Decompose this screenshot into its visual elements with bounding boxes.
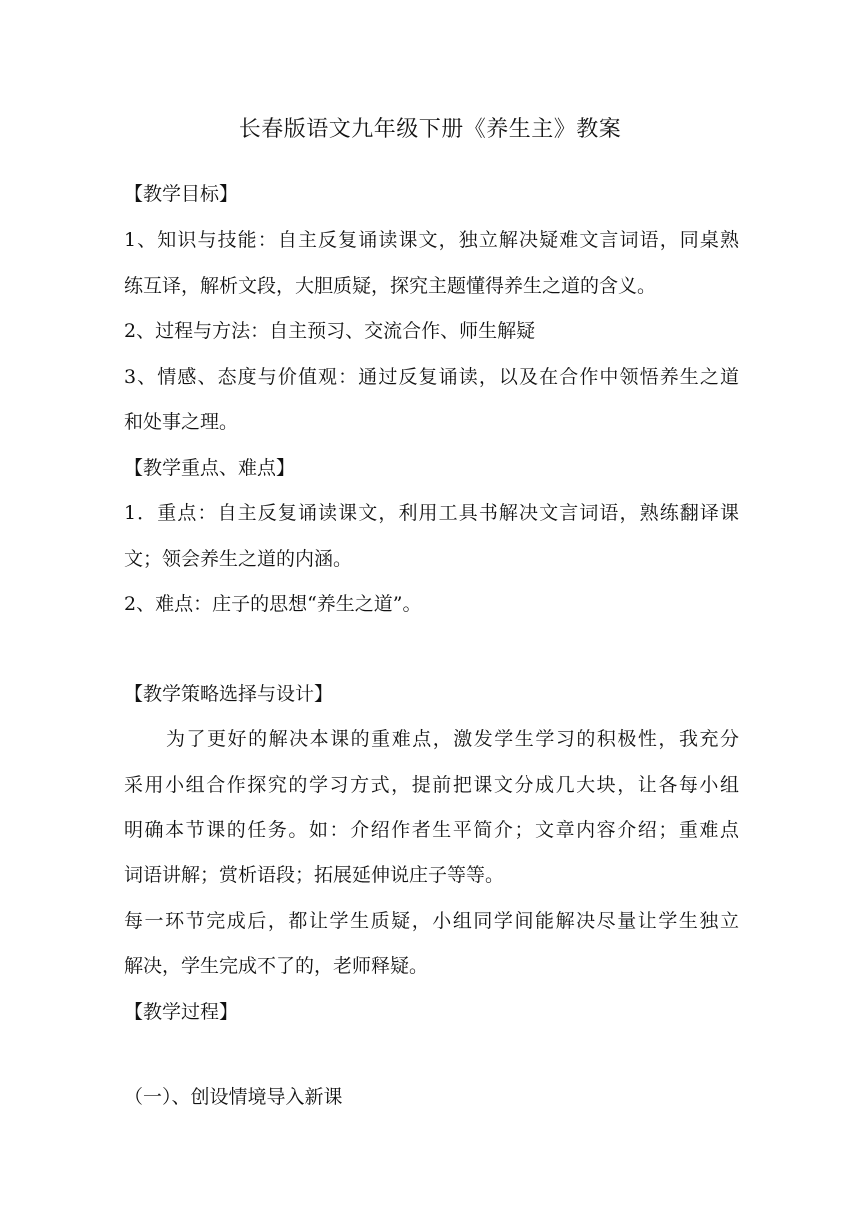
strategy-paragraph-1-line-1: 为了更好的解决本课的重难点，激发学生学习的积极性，我充分 [166,728,739,750]
keypoint-1-line-1: 1．重点：自主反复诵读课文，利用工具书解决文言词语，熟练翻译课 [124,502,739,524]
strategy-paragraph-1-line-3: 明确本节课的任务。如：介绍作者生平简介；文章内容介绍；重难点 [124,819,739,841]
strategy-heading: 【教学策略选择与设计】 [124,683,334,705]
objective-1-line-1: 1、知识与技能：自主反复诵读课文，独立解决疑难文言词语，同桌熟 [124,229,739,251]
strategy-paragraph-1-line-4: 词语讲解；赏析语段；拓展延伸说庄子等等。 [124,864,505,886]
document-title: 长春版语文九年级下册《养生主》教案 [238,117,622,142]
process-heading: 【教学过程】 [124,1001,239,1023]
process-step-1: （一）、创设情境导入新课 [124,1086,343,1108]
keypoint-2: 2、难点：庄子的思想“养生之道”。 [124,593,422,615]
strategy-paragraph-2-line-1: 每一环节完成后，都让学生质疑，小组同学间能解决尽量让学生独立 [124,910,739,932]
keypoint-1-line-2: 文；领会养生之道的内涵。 [124,548,353,570]
objective-3-line-2: 和处事之理。 [124,411,239,433]
objective-3-line-1: 3、情感、态度与价值观：通过反复诵读，以及在合作中领悟养生之道 [124,366,739,388]
objective-2: 2、过程与方法：自主预习、交流合作、师生解疑 [124,320,536,342]
strategy-paragraph-2-line-2: 解决，学生完成不了的，老师释疑。 [124,955,429,977]
strategy-paragraph-1-line-2: 采用小组合作探究的学习方式，提前把课文分成几大块，让各每小组 [124,774,739,796]
objective-1-line-2: 练互译，解析文段，大胆质疑，探究主题懂得养生之道的含义。 [124,275,657,297]
objectives-heading: 【教学目标】 [124,183,239,205]
keypoints-heading: 【教学重点、难点】 [124,457,296,479]
